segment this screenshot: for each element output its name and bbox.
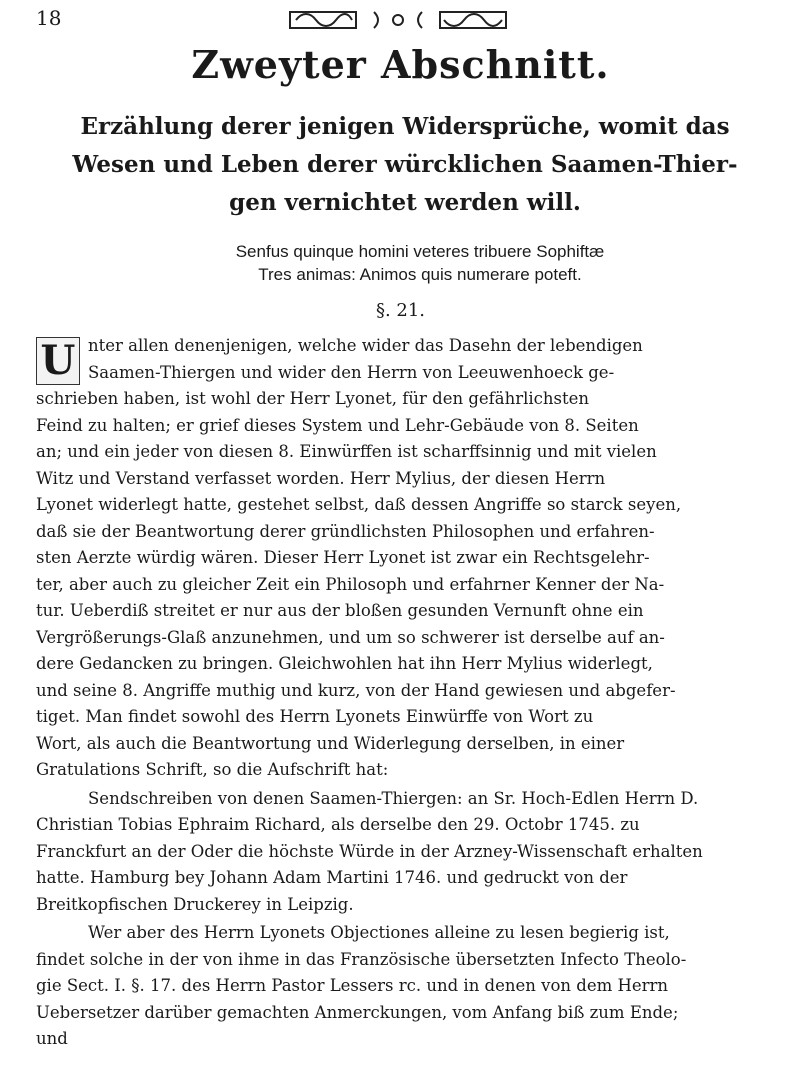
closing-line: gie Sect. I. §. 17. des Herrn Pastor Lessers rc. und in denen von dem Herrn bbox=[36, 976, 669, 995]
closing-line: Uebersetzer darüber gemachten Anmerckungen, vom Anfang biß zum Ende; bbox=[36, 1002, 679, 1022]
chapter-title-line: Erzählung derer jenigen Widersprüche, womit das bbox=[80, 113, 730, 140]
motto-line: Senfus quinque homini veteres tribuere Sophiftæ bbox=[235, 242, 605, 261]
ornament-center-icon bbox=[368, 8, 428, 32]
ornament-right-icon bbox=[436, 8, 508, 32]
body-line: und seine 8. Angriffe muthig und kurz, von der Hand gewiesen und abgefer- bbox=[36, 680, 676, 700]
body-line: ter, aber auch zu gleicher Zeit ein Philosoph und erfahrner Kenner der Na- bbox=[36, 574, 665, 594]
body-line: nter allen denenjenigen, welche wider das Dasehn der lebendigen bbox=[88, 336, 643, 355]
body-line: Vergrößerungs-Glaß anzunehmen, und um so schwerer ist derselbe auf an- bbox=[36, 627, 665, 647]
body-line: Saamen-Thiergen und wider den Herrn von Leeuwenhoeck ge- bbox=[88, 362, 615, 382]
quote-line: Sendschreiben von denen Saamen-Thiergen: an Sr. Hoch-Edlen Herrn D. bbox=[88, 788, 699, 808]
ornament-left-icon bbox=[288, 8, 360, 32]
chapter-title-line: Wesen und Leben derer würcklichen Saamen-Thier- bbox=[72, 151, 738, 178]
motto-line: Tres animas: Animos quis numerare poteft. bbox=[258, 265, 582, 284]
page-number: 18 bbox=[36, 6, 62, 30]
body-line: Lyonet widerlegt hatte, gestehet selbst, daß dessen Angriffe so starck seyen, bbox=[36, 495, 682, 514]
body-line: sten Aerzte würdig wären. Dieser Herr Lyonet ist zwar ein Rechtsgelehr- bbox=[36, 548, 650, 567]
body-line: Wort, als auch die Beantwortung und Widerlegung derselben, in einer bbox=[36, 733, 625, 753]
body-line: Feind zu halten; er grief dieses System und Lehr-Gebäude von 8. Seiten bbox=[36, 415, 639, 435]
body-line: tur. Ueberdiß streitet er nur aus der bloßen gesunden Vernunft ohne ein bbox=[36, 601, 644, 620]
dropcap-initial: U bbox=[36, 337, 80, 385]
section-number: §. 21. bbox=[375, 300, 426, 321]
quote-line: Franckfurt an der Oder die höchste Würde in der Arzney-Wissenschaft erhalten bbox=[36, 841, 703, 861]
quote-line: Christian Tobias Ephraim Richard, als derselbe den 29. Octobr 1745. zu bbox=[36, 815, 640, 834]
chapter-title bbox=[40, 108, 770, 222]
body-line: Witz und Verstand verfasset worden. Herr Mylius, der diesen Herrn bbox=[36, 468, 606, 488]
body-line: dere Gedancken zu bringen. Gleichwohlen hat ihn Herr Mylius widerlegt, bbox=[36, 654, 653, 673]
body-line: an; und ein jeder von diesen 8. Einwürffen ist scharffsinnig und mit vielen bbox=[36, 442, 657, 461]
body-text bbox=[36, 333, 766, 1053]
body-line: Gratulations Schrift, so die Aufschrift hat: bbox=[36, 760, 389, 779]
header-ornament bbox=[248, 6, 548, 34]
quote-line: hatte. Hamburg bey Johann Adam Martini 1746. und gedruckt von der bbox=[36, 868, 628, 887]
catchword: und bbox=[36, 1029, 68, 1048]
chapter-heading: Zweyter Abschnitt. bbox=[191, 42, 610, 87]
latin-motto bbox=[120, 240, 720, 286]
quote-line: Breitkopfischen Druckerey in Leipzig. bbox=[36, 894, 354, 914]
body-line: daß sie der Beantwortung derer gründlichsten Philosophen und erfahren- bbox=[36, 521, 655, 541]
closing-line: findet solche in der von ihme in das Französische übersetzten Infecto Theolo- bbox=[36, 949, 687, 969]
body-line: schrieben haben, ist wohl der Herr Lyonet, für den gefährlichsten bbox=[36, 389, 590, 408]
body-line: tiget. Man findet sowohl des Herrn Lyonets Einwürffe von Wort zu bbox=[36, 707, 594, 726]
chapter-title-line: gen vernichtet werden will. bbox=[229, 189, 581, 216]
closing-line: Wer aber des Herrn Lyonets Objectiones alleine zu lesen begierig ist, bbox=[88, 923, 670, 942]
